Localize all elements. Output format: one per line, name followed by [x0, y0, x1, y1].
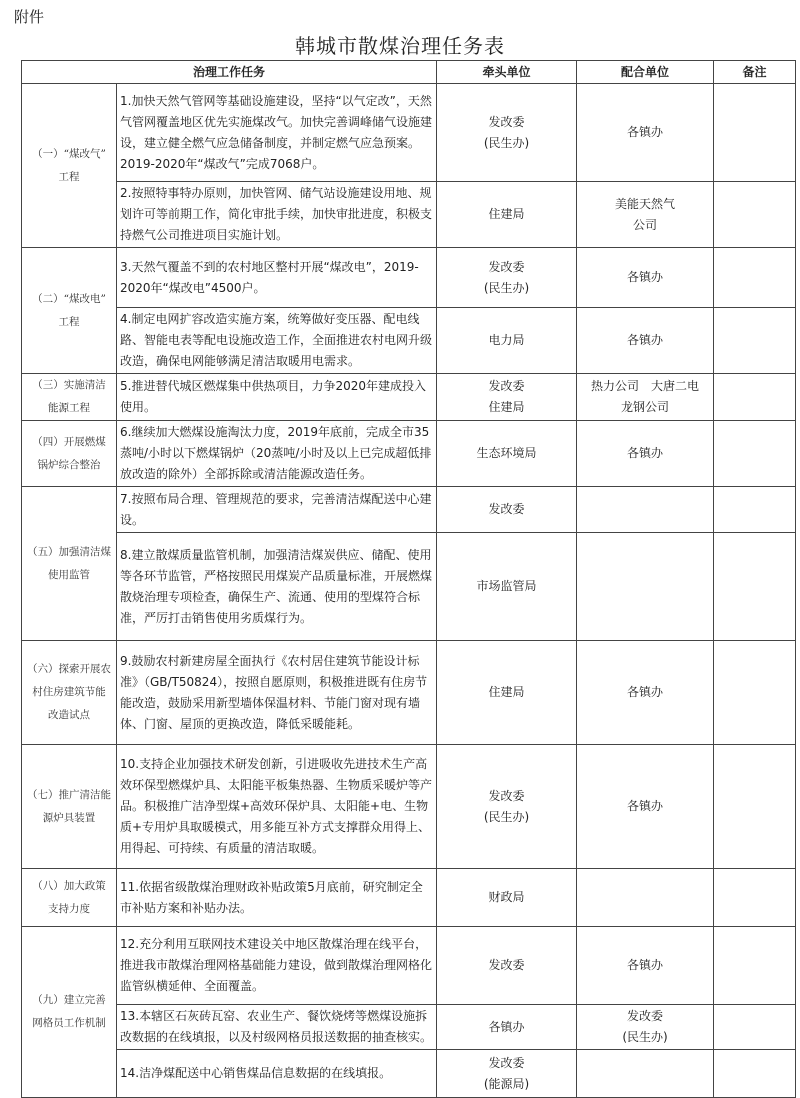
annex-label: 附件: [14, 8, 45, 26]
coop-unit-cell: 发改委 (民生办): [577, 1005, 714, 1050]
category-cell: （三）实施清洁 能源工程: [22, 374, 117, 421]
table-row: [22, 374, 796, 421]
table-row: [22, 745, 796, 869]
category-cell: （二）“煤改电” 工程: [22, 248, 117, 374]
note-cell: [714, 308, 796, 374]
lead-unit-cell: 发改委 (民生办): [437, 248, 577, 308]
table-row: [22, 182, 796, 248]
table-row: [22, 84, 796, 182]
table-header-row: [22, 61, 796, 84]
task-cell: 1.加快天然气管网等基础设施建设，坚持“以气定改”，天然气管网覆盖地区优先实施煤改气。加快完善调峰储气设施建设，建立健全燃气应急储备制度，并制定燃气应急预案。2019-2020年“煤改气”完成7068户。: [117, 84, 437, 182]
note-cell: [714, 641, 796, 745]
category-cell: （五）加强清洁煤 使用监管: [22, 487, 117, 641]
table-row: [22, 421, 796, 487]
lead-unit-cell: 住建局: [437, 182, 577, 248]
lead-unit-cell: 生态环境局: [437, 421, 577, 487]
note-cell: [714, 487, 796, 533]
lead-unit-cell: 市场监管局: [437, 533, 577, 641]
note-cell: [714, 248, 796, 308]
lead-unit-cell: 各镇办: [437, 1005, 577, 1050]
coop-unit-cell: [577, 1050, 714, 1098]
category-cell: （七）推广清洁能 源炉具装置: [22, 745, 117, 869]
coop-unit-cell: 各镇办: [577, 641, 714, 745]
table-row: [22, 487, 796, 533]
task-cell: 14.洁净煤配送中心销售煤品信息数据的在线填报。: [117, 1050, 437, 1098]
coop-unit-cell: 热力公司 大唐二电 龙钢公司: [577, 374, 714, 421]
table-row: [22, 869, 796, 927]
table-row: [22, 308, 796, 374]
coop-unit-cell: 各镇办: [577, 84, 714, 182]
note-cell: [714, 927, 796, 1005]
header-note: 备注: [714, 61, 796, 84]
task-cell: 2.按照特事特办原则，加快管网、储气站设施建设用地、规划许可等前期工作，简化审批手续，加快审批进度，积极支持燃气公司推进项目实施计划。: [117, 182, 437, 248]
task-cell: 12.充分利用互联网技术建设关中地区散煤治理在线平台，推进我市散煤治理网格基础能力建设，做到散煤治理网格化监管纵横延伸、全面覆盖。: [117, 927, 437, 1005]
task-cell: 4.制定电网扩容改造实施方案，统筹做好变压器、配电线路、智能电表等配电设施改造工作，全面推进农村电网升级改造，确保电网能够满足清洁取暖用电需求。: [117, 308, 437, 374]
lead-unit-cell: 财政局: [437, 869, 577, 927]
table-row: [22, 1005, 796, 1050]
table-row: [22, 927, 796, 1005]
table-body: [22, 84, 796, 1098]
coop-unit-cell: [577, 533, 714, 641]
task-cell: 8.建立散煤质量监管机制，加强清洁煤炭供应、储配、使用等各环节监管，严格按照民用煤炭产品质量标准，开展燃煤散烧治理专项检查，确保生产、流通、使用的型煤符合标准，严厉打击销售使用劣质煤行为。: [117, 533, 437, 641]
table-row: [22, 641, 796, 745]
task-cell: 7.按照布局合理、管理规范的要求，完善清洁煤配送中心建设。: [117, 487, 437, 533]
task-cell: 13.本辖区石灰砖瓦窑、农业生产、餐饮烧烤等燃煤设施拆改数据的在线填报，以及村级网格员报送数据的抽查核实。: [117, 1005, 437, 1050]
lead-unit-cell: 发改委 (民生办): [437, 745, 577, 869]
note-cell: [714, 533, 796, 641]
task-cell: 11.依据省级散煤治理财政补贴政策5月底前，研究制定全市补贴方案和补贴办法。: [117, 869, 437, 927]
note-cell: [714, 421, 796, 487]
table-row: [22, 248, 796, 308]
note-cell: [714, 869, 796, 927]
header-lead: 牵头单位: [437, 61, 577, 84]
task-cell: 9.鼓励农村新建房屋全面执行《农村居住建筑节能设计标准》（GB/T50824），按照自愿原则，积极推进既有住房节能改造，鼓励采用新型墙体保温材料、节能门窗对现有墙体、门窗、屋顶的更换改造，降低采暖能耗。: [117, 641, 437, 745]
lead-unit-cell: 发改委: [437, 487, 577, 533]
lead-unit-cell: 发改委 (能源局): [437, 1050, 577, 1098]
task-cell: 10.支持企业加强技术研发创新，引进吸收先进技术生产高效环保型燃煤炉具、太阳能平板集热器、生物质采暖炉等产品。积极推广洁净型煤+高效环保炉具、太阳能+电、生物质+专用炉具取暖模式，用多能互补方式支撑群众用得上、用得起、可持续、有质量的清洁取暖。: [117, 745, 437, 869]
page-title: 韩城市散煤治理任务表: [295, 34, 505, 58]
category-cell: （六）探索开展农 村住房建筑节能 改造试点: [22, 641, 117, 745]
note-cell: [714, 182, 796, 248]
coop-unit-cell: [577, 869, 714, 927]
note-cell: [714, 1005, 796, 1050]
lead-unit-cell: 住建局: [437, 641, 577, 745]
lead-unit-cell: 发改委 (民生办): [437, 84, 577, 182]
table-row: [22, 1050, 796, 1098]
coop-unit-cell: 各镇办: [577, 927, 714, 1005]
task-cell: 5.推进替代城区燃煤集中供热项目，力争2020年建成投入使用。: [117, 374, 437, 421]
coop-unit-cell: 各镇办: [577, 248, 714, 308]
coop-unit-cell: 各镇办: [577, 421, 714, 487]
lead-unit-cell: 电力局: [437, 308, 577, 374]
header-task: 治理工作任务: [22, 61, 437, 84]
category-cell: （九）建立完善 网格员工作机制: [22, 927, 117, 1098]
category-cell: （一）“煤改气” 工程: [22, 84, 117, 248]
note-cell: [714, 84, 796, 182]
category-cell: （四）开展燃煤 锅炉综合整治: [22, 421, 117, 487]
coop-unit-cell: 各镇办: [577, 745, 714, 869]
task-cell: 3.天然气覆盖不到的农村地区整村开展“煤改电”，2019-2020年“煤改电”4500户。: [117, 248, 437, 308]
coop-unit-cell: 美能天然气 公司: [577, 182, 714, 248]
category-cell: （八）加大政策 支持力度: [22, 869, 117, 927]
coop-unit-cell: [577, 487, 714, 533]
header-coop: 配合单位: [577, 61, 714, 84]
task-cell: 6.继续加大燃煤设施淘汰力度，2019年底前，完成全市35蒸吨/小时以下燃煤锅炉（20蒸吨/小时及以上已完成超低排放改造的除外）全部拆除或清洁能源改造任务。: [117, 421, 437, 487]
note-cell: [714, 1050, 796, 1098]
task-table: [21, 60, 796, 1098]
note-cell: [714, 374, 796, 421]
lead-unit-cell: 发改委: [437, 927, 577, 1005]
table-row: [22, 533, 796, 641]
note-cell: [714, 745, 796, 869]
lead-unit-cell: 发改委 住建局: [437, 374, 577, 421]
coop-unit-cell: 各镇办: [577, 308, 714, 374]
